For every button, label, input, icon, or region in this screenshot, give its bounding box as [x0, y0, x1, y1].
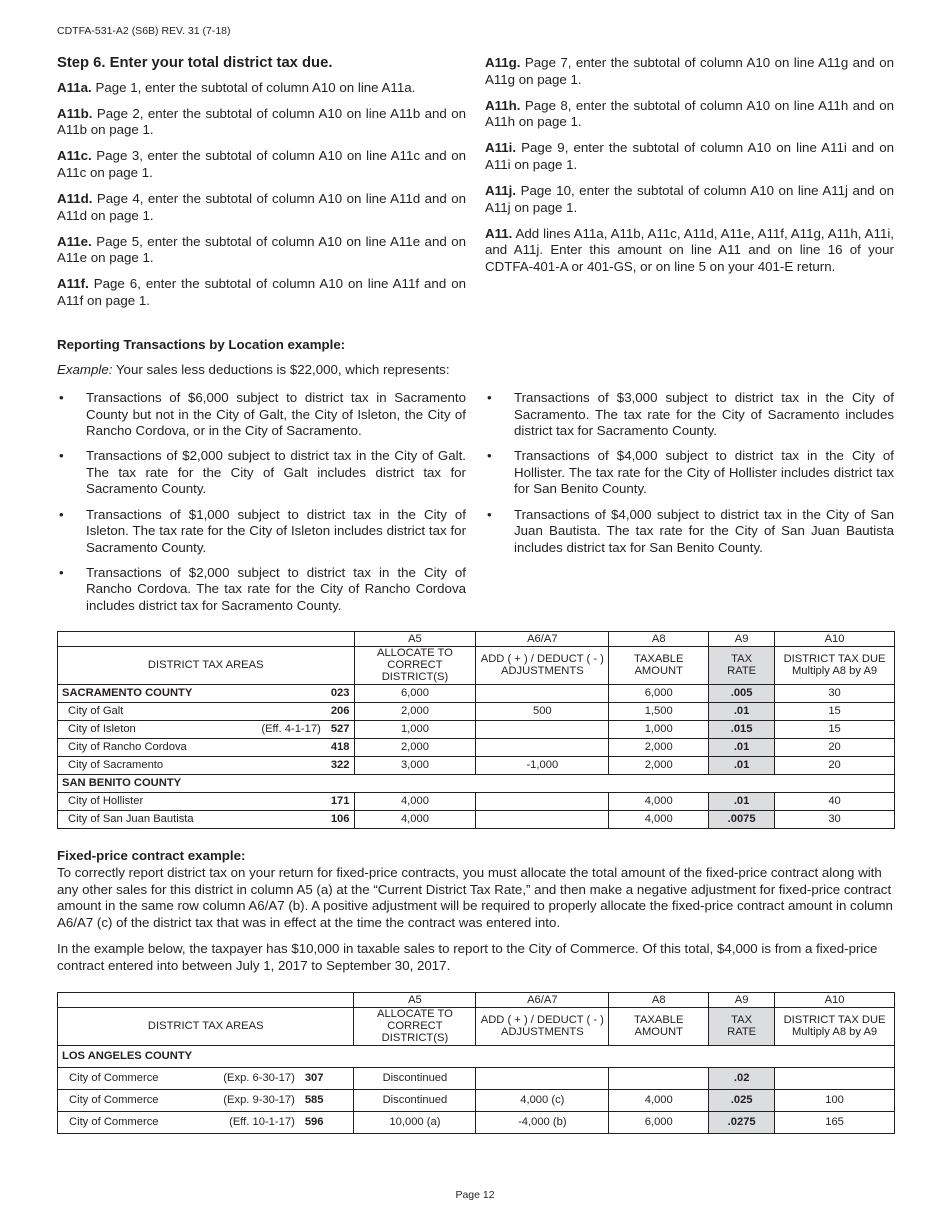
- step6-left-list: [57, 80, 466, 310]
- district-cell: [58, 702, 355, 720]
- cell-a10: 20: [775, 738, 895, 756]
- table-row: [58, 810, 895, 828]
- city-name: City of Sacramento: [68, 759, 164, 771]
- instruction-label: A11b.: [57, 105, 93, 121]
- instruction-text: Page 2, enter the subtotal of column A10 on line A11b and on A11b on page 1.: [57, 105, 467, 138]
- header-a5: ALLOCATE TO CORRECT DISTRICT(S): [354, 647, 476, 685]
- bullet-item: [57, 507, 466, 557]
- bullet-dot: •: [59, 564, 64, 580]
- district-cell: [58, 1067, 354, 1089]
- instruction-a11c: [57, 148, 466, 181]
- header-a6a7: ADD ( + ) / DEDUCT ( - ) ADJUSTMENTS: [476, 647, 609, 685]
- cell-a5: 2,000: [354, 702, 476, 720]
- form-id: CDTFA-531-A2 (S6B) REV. 31 (7-18): [57, 25, 231, 37]
- table-row: [58, 774, 895, 792]
- bullet-text: Transactions of $4,000 subject to district tax in the City of Hollister. The tax rate for the City of Hollister includes district tax for San Benito County.: [514, 448, 894, 497]
- header-a10: DISTRICT TAX DUE Multiply A8 by A9: [775, 1008, 895, 1046]
- county-name: LOS ANGELES COUNTY: [58, 1045, 895, 1067]
- cell-a10: 30: [775, 684, 895, 702]
- bullet-dot: •: [59, 448, 64, 464]
- step6-title: Step 6. Enter your total district tax due.: [57, 55, 333, 71]
- district-cell: [58, 720, 355, 738]
- cell-a9: .0275: [709, 1111, 775, 1133]
- instruction-text: Add lines A11a, A11b, A11c, A11d, A11e, A11f, A11g, A11h, A11i, and A11j. Enter this amount on line A11 and on line 16 of your CDTFA-401-A or 401-GS, or on line 5 on your 401-E return.: [485, 225, 895, 274]
- district-code: 527: [330, 723, 350, 735]
- effective-date: (Exp. 9-30-17): [223, 1094, 295, 1106]
- step6-left-column: [57, 55, 466, 319]
- cell-a8: 1,000: [609, 720, 709, 738]
- county-row: [58, 1045, 895, 1067]
- instruction-text: Page 8, enter the subtotal of column A10 on line A11h and on A11h on page 1.: [485, 97, 895, 130]
- instruction-a11j: [485, 183, 894, 216]
- instruction-label: A11c.: [57, 148, 92, 164]
- instruction-text: Page 10, enter the subtotal of column A10 on line A11j and on A11j on page 1.: [485, 183, 894, 215]
- bullet-item: [485, 390, 894, 440]
- location-example-intro: [57, 362, 450, 377]
- fixed-price-paragraph-2: In the example below, the taxpayer has $10,000 in taxable sales to report to the City of Commerce. Of this total, $4,000 is from a fixed-price contract entered into between July 1, 2017 to September 30, 2017.: [57, 941, 878, 973]
- cell-a10: 40: [775, 792, 895, 810]
- instruction-text: Page 9, enter the subtotal of column A10 on line A11i and on A11i on page 1.: [485, 140, 894, 172]
- county-name: SAN BENITO COUNTY: [58, 774, 895, 792]
- district-code: 307: [304, 1072, 324, 1084]
- table-row: [58, 738, 895, 756]
- instruction-a11h: [485, 98, 894, 131]
- col-code-a8: A8: [609, 993, 709, 1008]
- cell-a9: .015: [709, 720, 775, 738]
- instruction-label: A11f.: [57, 276, 89, 292]
- header-a9: TAX RATE: [709, 1008, 775, 1046]
- header-a8: TAXABLE AMOUNT: [609, 647, 709, 685]
- cell-a10: 100: [775, 1089, 895, 1111]
- cell-a9: .01: [709, 756, 775, 774]
- table-row: [58, 756, 895, 774]
- cell-a5: 4,000: [354, 792, 476, 810]
- instruction-text: Page 1, enter the subtotal of column A10 on line A11a.: [95, 79, 416, 95]
- instruction-a11e: [57, 234, 466, 267]
- instruction-a11f: [57, 276, 466, 309]
- header-a6a7: ADD ( + ) / DEDUCT ( - ) ADJUSTMENTS: [476, 1008, 609, 1046]
- cell-a67: [476, 1067, 609, 1089]
- bullet-item: [57, 448, 466, 498]
- cell-a67: 500: [476, 702, 609, 720]
- cell-a67: [476, 684, 609, 702]
- cell-a5: 1,000: [354, 720, 476, 738]
- col-code-a10: A10: [775, 993, 895, 1008]
- cell-a5: 6,000: [354, 684, 476, 702]
- cell-a10: 15: [775, 720, 895, 738]
- bullet-item: [57, 565, 466, 615]
- bullet-text: Transactions of $3,000 subject to district tax in the City of Sacramento. The tax rate for the City of Sacramento includes district tax for Sacramento County.: [514, 390, 894, 439]
- cell-a67: -4,000 (b): [476, 1111, 609, 1133]
- district-code: 418: [330, 741, 350, 753]
- instruction-a11d: [57, 191, 466, 224]
- cell-a9: .02: [709, 1067, 775, 1089]
- page-number: Page 12: [455, 1189, 495, 1201]
- instruction-a11b: [57, 106, 466, 139]
- instruction-text: Page 7, enter the subtotal of column A10 on line A11g and on A11g on page 1.: [485, 55, 895, 87]
- effective-date: (Exp. 6-30-17): [223, 1072, 295, 1084]
- district-cell: [58, 684, 355, 702]
- instruction-a11a: [57, 80, 466, 97]
- district-cell: [58, 810, 355, 828]
- district-cell: [58, 1089, 354, 1111]
- table-row: [58, 1067, 895, 1089]
- cell-a8: 4,000: [609, 810, 709, 828]
- cell-a10: 20: [775, 756, 895, 774]
- header-a10: DISTRICT TAX DUE Multiply A8 by A9: [775, 647, 895, 685]
- cell-a8: 2,000: [609, 738, 709, 756]
- city-name: City of Rancho Cordova: [68, 741, 187, 753]
- city-name: City of Commerce: [69, 1094, 159, 1106]
- city-name: City of Commerce: [69, 1072, 159, 1084]
- cell-a5: 4,000: [354, 810, 476, 828]
- bullets-left: [57, 390, 466, 623]
- city-name: City of San Juan Bautista: [68, 813, 194, 825]
- district-code: 023: [330, 687, 350, 699]
- cell-a9: .0075: [709, 810, 775, 828]
- cell-a9: .01: [709, 738, 775, 756]
- cell-a5: Discontinued: [354, 1089, 476, 1111]
- city-name: City of Commerce: [69, 1116, 159, 1128]
- bullet-text: Transactions of $2,000 subject to district tax in the City of Galt. The tax rate for the City of Galt includes district tax for Sacramento County.: [86, 448, 466, 497]
- step6-right-column: [485, 55, 894, 285]
- fixed-price-heading: Fixed-price contract example:: [57, 848, 246, 863]
- cell-a67: 4,000 (c): [476, 1089, 609, 1111]
- cell-a5: 10,000 (a): [354, 1111, 476, 1133]
- county-name: SACRAMENTO COUNTY: [62, 687, 193, 699]
- header-district-areas: DISTRICT TAX AREAS: [58, 1008, 354, 1046]
- instruction-text: Page 5, enter the subtotal of column A10 on line A11e and on A11e on page 1.: [57, 233, 466, 266]
- cell-a5: 2,000: [354, 738, 476, 756]
- fixed-price-paragraph-1: To correctly report district tax on your return for fixed-price contracts, you must allocate the total amount of the fixed-price contract along with any other sales for this district in column A5 (a) at the “Current District Tax Rate,” and then make a negative adjustment for fixed-price contract amount in the same row column A6/A7 (b). A positive adjustment will be required to properly allocate the fixed-price contract amount in column A6/A7 (c) of the district tax that was in effect at the time the contract was entered into.: [57, 865, 893, 930]
- bullets-right: [485, 390, 894, 565]
- cell-a10: 165: [775, 1111, 895, 1133]
- cell-a67: [476, 738, 609, 756]
- instruction-label: A11j.: [485, 183, 517, 199]
- table-row: [58, 1111, 895, 1133]
- instruction-label: A11e.: [57, 233, 92, 249]
- cell-a8: 1,500: [609, 702, 709, 720]
- column-code-row: [58, 632, 895, 647]
- bullet-dot: •: [487, 390, 492, 405]
- header-district-areas: DISTRICT TAX AREAS: [58, 647, 355, 685]
- instruction-a11: [485, 226, 894, 276]
- district-code: 596: [304, 1116, 324, 1128]
- instruction-a11i: [485, 140, 894, 173]
- bullet-text: Transactions of $2,000 subject to district tax in the City of Rancho Cordova. The tax rate for the City of Rancho Cordova includes district tax for Sacramento County.: [86, 564, 466, 614]
- bullet-dot: •: [487, 506, 492, 522]
- cell-a8: 2,000: [609, 756, 709, 774]
- city-name: City of Isleton: [68, 723, 136, 735]
- city-name: City of Galt: [68, 705, 124, 717]
- cell-a67: [476, 792, 609, 810]
- instruction-text: Page 6, enter the subtotal of column A10 on line A11f and on A11f on page 1.: [57, 276, 466, 309]
- cell-a8: 4,000: [609, 1089, 709, 1111]
- instruction-label: A11.: [485, 225, 513, 241]
- district-code: 171: [330, 795, 350, 807]
- district-cell: [58, 756, 355, 774]
- bullet-text: Transactions of $1,000 subject to district tax in the City of Isleton. The tax rate for the City of Isleton includes district tax for Sacramento County.: [86, 506, 466, 555]
- table-row: [58, 1089, 895, 1111]
- bullet-dot: •: [59, 506, 64, 522]
- bullet-item: [485, 507, 894, 557]
- district-cell: [58, 792, 355, 810]
- cell-a10: 30: [775, 810, 895, 828]
- bullet-item: [57, 390, 466, 440]
- cell-a9: .025: [709, 1089, 775, 1111]
- header-a9: TAX RATE: [709, 647, 775, 685]
- effective-date: (Eff. 10-1-17): [229, 1116, 295, 1128]
- col-code-a8: A8: [609, 632, 709, 647]
- header-row: [58, 1008, 895, 1046]
- district-code: 585: [304, 1094, 324, 1106]
- instruction-label: A11h.: [485, 97, 521, 113]
- location-table: [57, 631, 895, 829]
- instruction-label: A11a.: [57, 79, 92, 95]
- header-a8: TAXABLE AMOUNT: [609, 1008, 709, 1046]
- district-cell: [58, 1111, 354, 1133]
- instruction-label: A11i.: [485, 140, 517, 156]
- step6-right-list: [485, 55, 894, 276]
- cell-a9: .01: [709, 792, 775, 810]
- cell-a8: [609, 1067, 709, 1089]
- instruction-text: Page 4, enter the subtotal of column A10 on line A11d and on A11d on page 1.: [57, 191, 467, 223]
- cell-a67: [476, 720, 609, 738]
- cell-a5: 3,000: [354, 756, 476, 774]
- bullet-text: Transactions of $6,000 subject to district tax in Sacramento County but not in the City of Galt, the City of Isleton, the City of Rancho Cordova, or in the City of Sacramento.: [86, 390, 466, 439]
- column-code-row: [58, 993, 895, 1008]
- intro-label: Example:: [57, 362, 113, 377]
- instruction-text: Page 3, enter the subtotal of column A10 on line A11c and on A11c on page 1.: [57, 148, 466, 180]
- header-a5: ALLOCATE TO CORRECT DISTRICT(S): [354, 1008, 476, 1046]
- bullet-dot: •: [59, 390, 64, 405]
- col-code-a5: A5: [354, 632, 476, 647]
- location-example-heading: Reporting Transactions by Location example:: [57, 337, 346, 352]
- cell-a9: .005: [709, 684, 775, 702]
- instruction-label: A11g.: [485, 55, 521, 70]
- effective-date: (Eff. 4-1-17): [261, 723, 321, 735]
- fixed-price-table: [57, 992, 895, 1134]
- cell-a67: -1,000: [476, 756, 609, 774]
- col-code-a9: A9: [709, 993, 775, 1008]
- table-row: [58, 792, 895, 810]
- bullet-dot: •: [487, 448, 492, 464]
- instruction-label: A11d.: [57, 191, 93, 207]
- intro-text: Your sales less deductions is $22,000, which represents:: [115, 362, 450, 377]
- cell-a8: 6,000: [609, 684, 709, 702]
- col-code-a9: A9: [709, 632, 775, 647]
- cell-a8: 6,000: [609, 1111, 709, 1133]
- col-code-a10: A10: [775, 632, 895, 647]
- bullet-item: [485, 448, 894, 498]
- cell-a10: [775, 1067, 895, 1089]
- col-code-a5: A5: [354, 993, 476, 1008]
- header-row: [58, 647, 895, 685]
- district-code: 322: [330, 759, 350, 771]
- cell-a10: 15: [775, 702, 895, 720]
- district-code: 206: [330, 705, 350, 717]
- cell-a67: [476, 810, 609, 828]
- bullet-text: Transactions of $4,000 subject to district tax in the City of San Juan Bautista. The tax rate for the City of San Juan Bautista includes district tax for San Benito County.: [514, 506, 894, 555]
- district-cell: [58, 738, 355, 756]
- table-row: [58, 702, 895, 720]
- district-code: 106: [330, 813, 350, 825]
- table-row: [58, 684, 895, 702]
- col-code-a6a7: A6/A7: [476, 993, 609, 1008]
- instruction-a11g: [485, 55, 894, 88]
- cell-a5: Discontinued: [354, 1067, 476, 1089]
- table-row: [58, 720, 895, 738]
- col-code-a6a7: A6/A7: [476, 632, 609, 647]
- cell-a8: 4,000: [609, 792, 709, 810]
- city-name: City of Hollister: [68, 795, 144, 807]
- cell-a9: .01: [709, 702, 775, 720]
